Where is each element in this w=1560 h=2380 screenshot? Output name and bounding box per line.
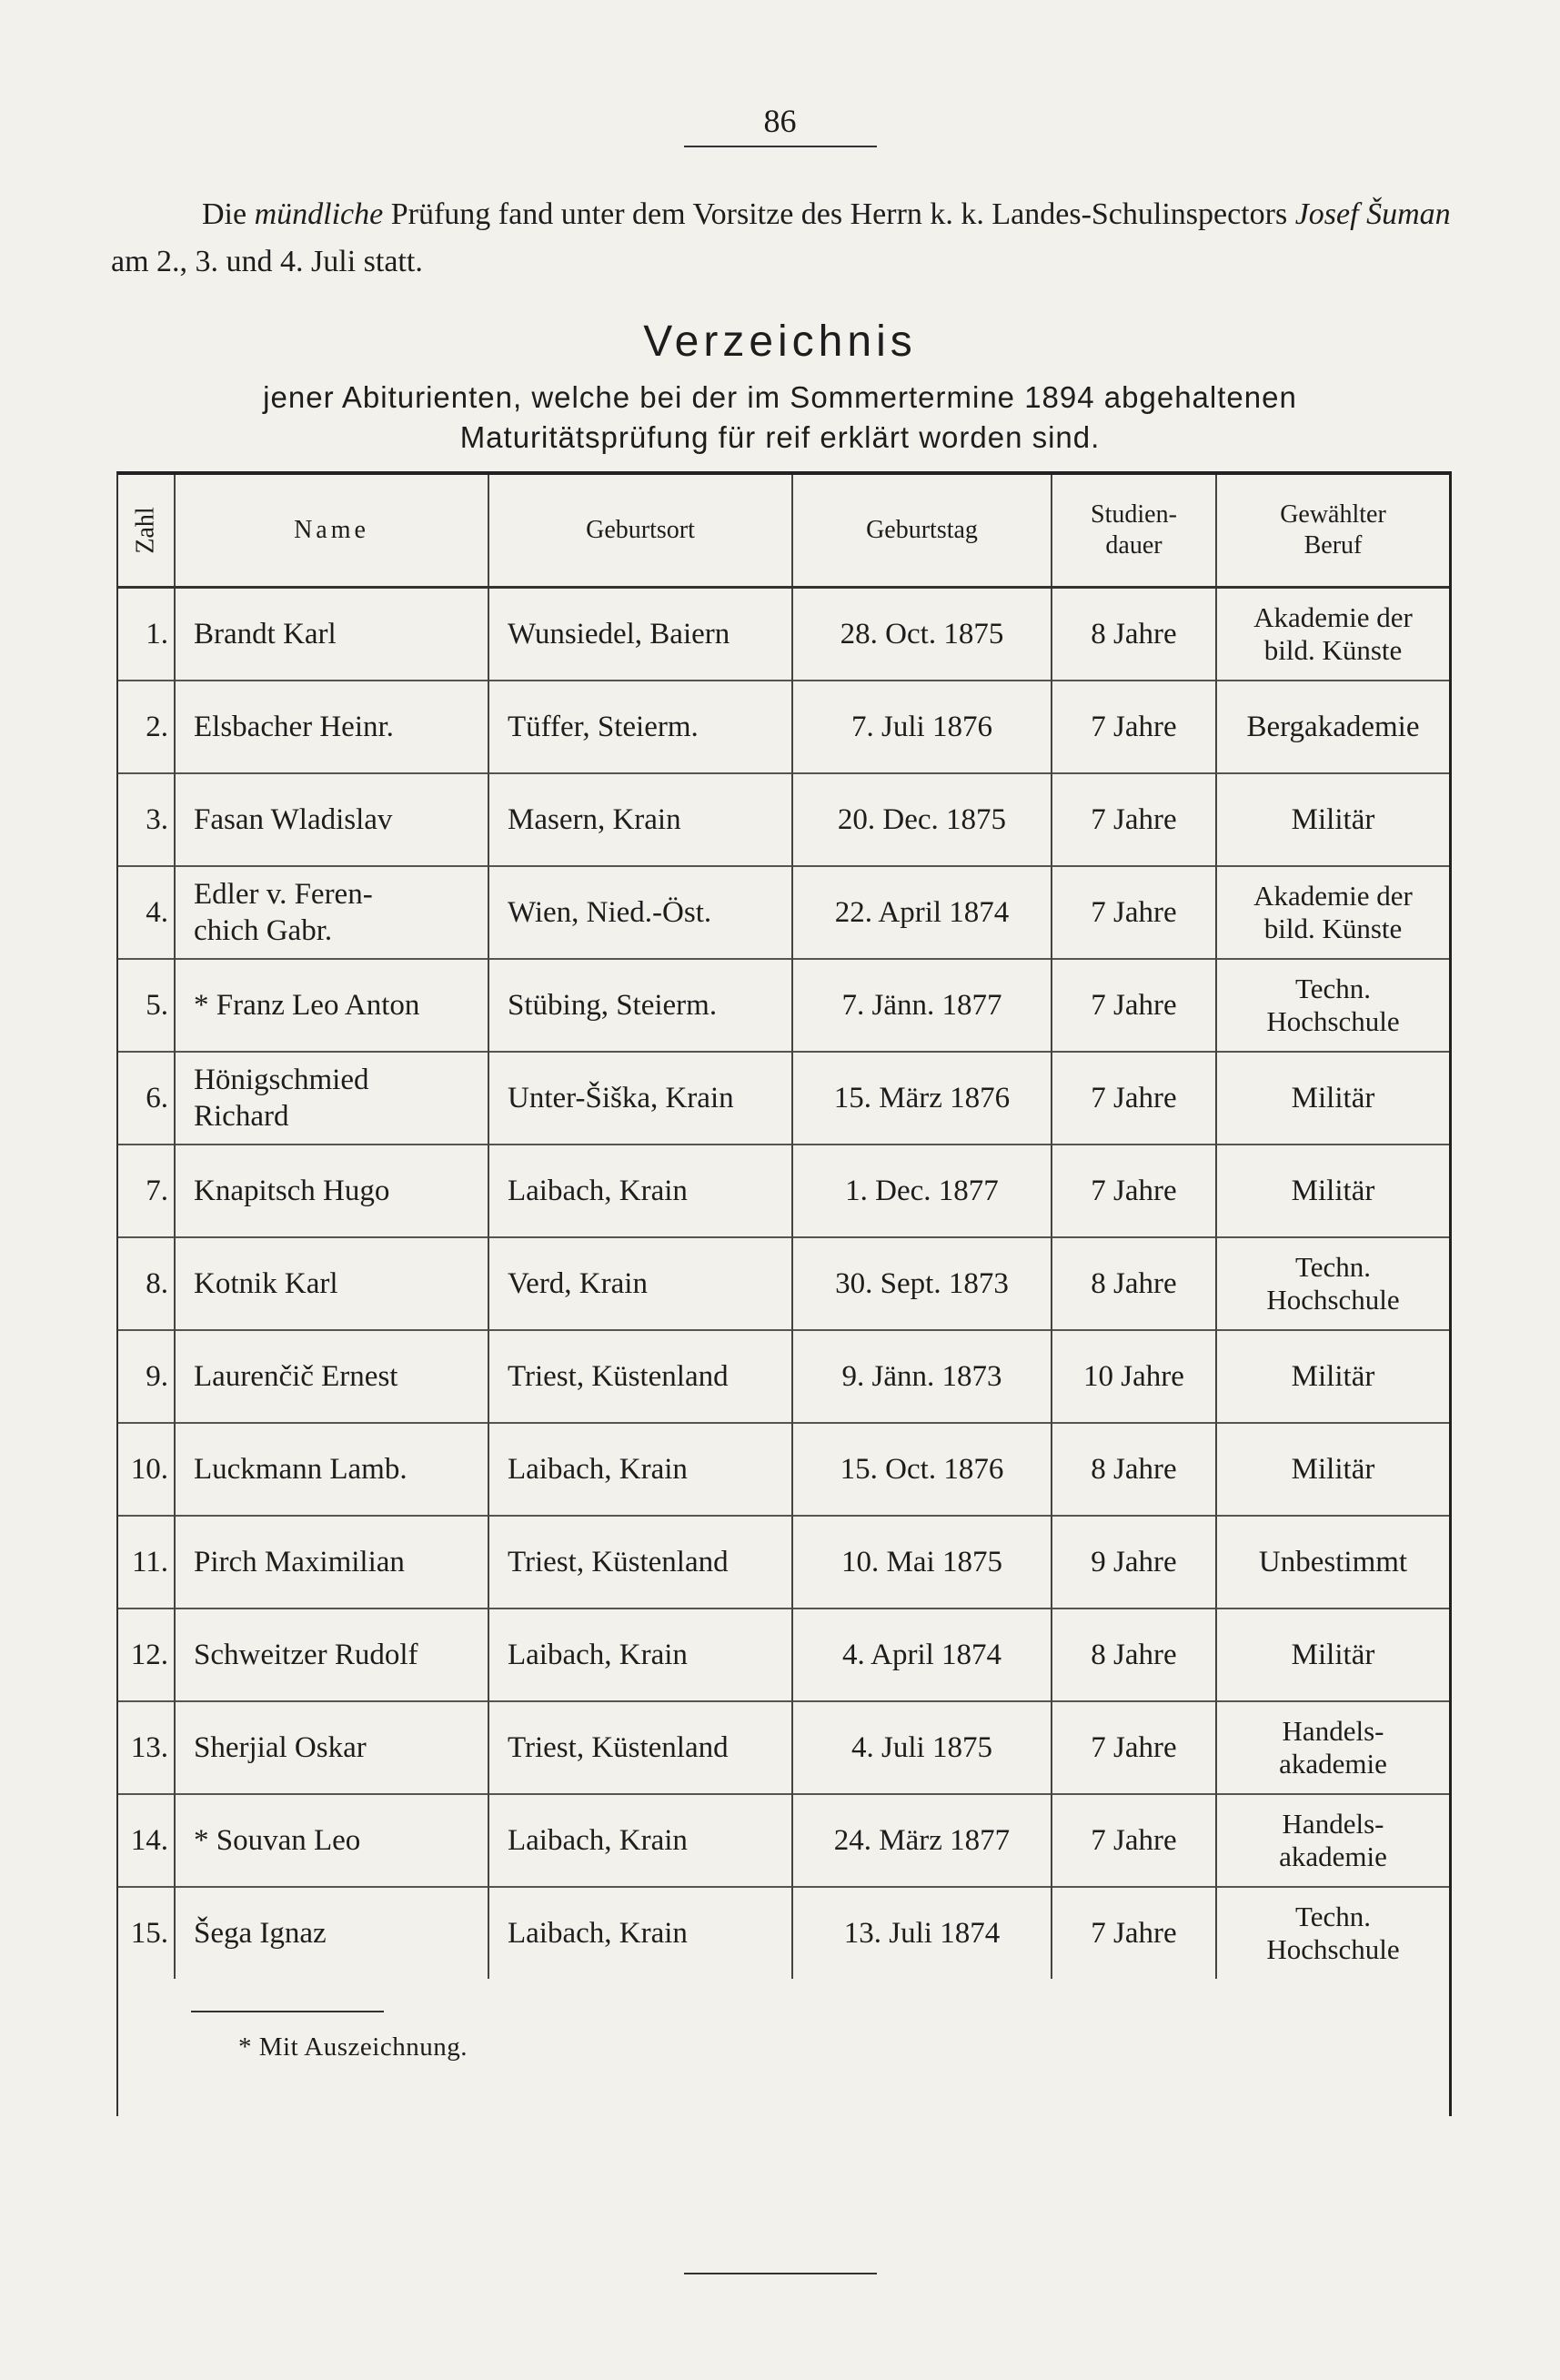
table-row [118, 1423, 1449, 1516]
intro-text-1: Die [202, 197, 255, 231]
intro-inspector: Josef Šuman [1294, 197, 1451, 231]
row-birthdate-line: 15. März 1876 [833, 1082, 1011, 1114]
intro-oral: mündliche [254, 197, 384, 231]
footnote-divider [191, 2011, 384, 2012]
row-birthdate [792, 1794, 1052, 1887]
row-birthdate [792, 588, 1052, 681]
row-birthdate [792, 1516, 1052, 1609]
row-profession-line: Militär [1291, 1175, 1375, 1207]
row-name-line: Kotnik Karl [194, 1267, 338, 1300]
row-name-line: Hönigschmied [194, 1064, 369, 1096]
row-profession [1216, 773, 1449, 866]
row-study-duration [1052, 1701, 1216, 1794]
row-number [118, 1794, 175, 1887]
row-birthplace [488, 773, 792, 866]
header-geburtstag: Geburtstag [792, 475, 1052, 588]
row-profession-line: Hochschule [1266, 1005, 1400, 1037]
row-birthdate [792, 1887, 1052, 1979]
row-name [175, 1794, 488, 1887]
row-number-line: 8. [146, 1267, 168, 1300]
intro-text-3: am 2., 3. und 4. Juli statt. [111, 245, 423, 278]
table-header-row [118, 475, 1449, 588]
row-number-line: 9. [146, 1360, 168, 1393]
row-number [118, 959, 175, 1052]
header-studiendauer: Studien- dauer [1052, 475, 1216, 588]
row-name-line: Laurenčič Ernest [194, 1360, 398, 1393]
row-birthplace [488, 588, 792, 681]
row-profession-line: bild. Künste [1263, 634, 1403, 666]
row-birthdate [792, 1609, 1052, 1701]
row-profession [1216, 681, 1449, 773]
header-name: Name [175, 475, 488, 588]
row-number-line: 12. [130, 1639, 168, 1671]
row-birthdate-line: 4. Juli 1875 [851, 1731, 992, 1764]
row-study-duration [1052, 1145, 1216, 1237]
row-profession [1216, 866, 1449, 959]
row-birthplace-line: Triest, Küstenland [508, 1546, 729, 1578]
row-birthplace [488, 1052, 792, 1145]
row-birthplace-line: Triest, Küstenland [508, 1731, 729, 1764]
table-row [118, 1887, 1449, 1979]
header-beruf: Gewählter Beruf [1216, 475, 1449, 588]
row-birthplace [488, 1887, 792, 1979]
row-birthplace-line: Laibach, Krain [508, 1453, 688, 1486]
row-profession-line: akademie [1279, 1748, 1387, 1780]
row-profession [1216, 1237, 1449, 1330]
row-birthdate [792, 866, 1052, 959]
row-name-line: Šega Ignaz [194, 1917, 327, 1950]
footnote: * Mit Auszeichnung. [238, 2032, 468, 2062]
row-birthplace [488, 1516, 792, 1609]
table-row [118, 1052, 1449, 1145]
row-profession-line: Akademie der [1253, 601, 1413, 633]
row-number [118, 1237, 175, 1330]
row-birthdate-line: 30. Sept. 1873 [835, 1267, 1009, 1300]
row-birthdate [792, 681, 1052, 773]
row-study-duration-line: 7 Jahre [1091, 896, 1177, 929]
row-birthdate-line: 9. Jänn. 1873 [841, 1360, 1002, 1393]
table-row [118, 1237, 1449, 1330]
row-profession [1216, 1701, 1449, 1794]
row-birthplace-line: Tüffer, Steierm. [508, 711, 699, 743]
row-study-duration-line: 8 Jahre [1091, 1453, 1177, 1486]
row-study-duration [1052, 773, 1216, 866]
row-profession-line: Militär [1291, 1453, 1375, 1486]
row-name [175, 1609, 488, 1701]
row-birthplace-line: Wien, Nied.-Öst. [508, 896, 712, 929]
row-birthdate [792, 1052, 1052, 1145]
page-subtitle [0, 378, 1560, 458]
row-profession-line: Handels- [1282, 1715, 1384, 1747]
row-study-duration [1052, 681, 1216, 773]
row-profession [1216, 1330, 1449, 1423]
row-number-line: 4. [146, 896, 168, 929]
row-birthplace-line: Masern, Krain [508, 803, 681, 836]
row-profession [1216, 959, 1449, 1052]
row-birthdate [792, 1330, 1052, 1423]
row-profession-line: Techn. [1294, 1251, 1372, 1283]
row-birthdate [792, 1145, 1052, 1237]
row-birthplace [488, 1145, 792, 1237]
row-birthplace [488, 1609, 792, 1701]
row-birthplace [488, 959, 792, 1052]
row-number [118, 1516, 175, 1609]
row-birthplace [488, 681, 792, 773]
row-number-line: 10. [130, 1453, 168, 1486]
row-name [175, 866, 488, 959]
row-birthdate [792, 1701, 1052, 1794]
row-number [118, 1701, 175, 1794]
row-name-line: Schweitzer Rudolf [194, 1639, 418, 1671]
row-study-duration [1052, 1237, 1216, 1330]
row-profession-line: Techn. [1294, 973, 1372, 1004]
row-birthplace [488, 866, 792, 959]
row-profession-line: Militär [1291, 1360, 1375, 1393]
row-number-line: 11. [131, 1546, 168, 1578]
table-row [118, 588, 1449, 681]
row-profession-line: Hochschule [1266, 1933, 1400, 1965]
table-row [118, 1145, 1449, 1237]
row-name [175, 681, 488, 773]
intro-paragraph [111, 191, 1464, 286]
table-row [118, 959, 1449, 1052]
header-zahl: Zahl [118, 475, 175, 588]
row-name-line: Sherjial Oskar [194, 1731, 367, 1764]
row-name [175, 1145, 488, 1237]
row-birthdate-line: 4. April 1874 [841, 1639, 1002, 1671]
row-number-line: 5. [146, 989, 168, 1022]
row-study-duration [1052, 1794, 1216, 1887]
row-name [175, 773, 488, 866]
row-birthplace [488, 1701, 792, 1794]
row-study-duration-line: 7 Jahre [1091, 711, 1177, 743]
row-name [175, 1887, 488, 1979]
row-name-line: Luckmann Lamb. [194, 1453, 408, 1486]
row-study-duration [1052, 1887, 1216, 1979]
intro-text-2: Prüfung fand unter dem Vorsitze des Herrn k. k. Landes-Schulinspectors [383, 197, 1295, 231]
subtitle-line-2: Maturitätsprüfung für reif erklärt worden sind. [459, 420, 1101, 454]
row-birthplace-line: Stübing, Steierm. [508, 989, 718, 1022]
row-profession-line: Militär [1291, 1639, 1375, 1671]
row-profession [1216, 1052, 1449, 1145]
table-row [118, 1516, 1449, 1609]
row-number [118, 1330, 175, 1423]
row-number [118, 588, 175, 681]
row-birthdate-line: 20. Dec. 1875 [837, 803, 1007, 836]
row-number-line: 3. [146, 803, 168, 836]
row-birthdate-line: 13. Juli 1874 [843, 1917, 1001, 1950]
row-study-duration-line: 8 Jahre [1091, 618, 1177, 650]
table-row [118, 773, 1449, 866]
row-birthdate-line: 22. April 1874 [834, 896, 1010, 929]
row-name-line: * Franz Leo Anton [194, 989, 420, 1022]
row-profession [1216, 1794, 1449, 1887]
graduates-table [116, 471, 1452, 2116]
table-row [118, 1794, 1449, 1887]
row-number [118, 1423, 175, 1516]
row-profession-line: Hochschule [1266, 1284, 1400, 1316]
row-birthdate-line: 7. Juli 1876 [851, 711, 992, 743]
top-divider [684, 146, 877, 147]
row-study-duration-line: 7 Jahre [1091, 1824, 1177, 1857]
row-profession-line: Militär [1291, 803, 1375, 836]
row-birthplace-line: Laibach, Krain [508, 1824, 688, 1857]
row-name [175, 1052, 488, 1145]
table-row [118, 1701, 1449, 1794]
row-birthdate-line: 28. Oct. 1875 [840, 618, 1004, 650]
row-number [118, 681, 175, 773]
row-name-line: Elsbacher Heinr. [194, 711, 394, 743]
row-profession [1216, 1145, 1449, 1237]
header-geburtsort: Geburtsort [488, 475, 792, 588]
row-number-line: 6. [146, 1082, 168, 1114]
row-birthdate-line: 24. März 1877 [833, 1824, 1011, 1857]
row-study-duration [1052, 866, 1216, 959]
row-name-line: Pirch Maximilian [194, 1546, 405, 1578]
row-name [175, 1330, 488, 1423]
row-name-line: Fasan Wladislav [194, 803, 393, 836]
row-number [118, 1887, 175, 1979]
row-profession-line: bild. Künste [1263, 913, 1403, 944]
row-birthdate-line: 15. Oct. 1876 [840, 1453, 1004, 1486]
row-birthplace-line: Laibach, Krain [508, 1639, 688, 1671]
page-number: 86 [763, 103, 797, 139]
table-row [118, 1330, 1449, 1423]
row-birthplace [488, 1237, 792, 1330]
row-profession [1216, 1423, 1449, 1516]
row-name [175, 588, 488, 681]
row-number-line: 14. [130, 1824, 168, 1857]
row-birthdate-line: 10. Mai 1875 [841, 1546, 1002, 1578]
row-study-duration [1052, 1330, 1216, 1423]
row-study-duration-line: 7 Jahre [1091, 1082, 1177, 1114]
row-number [118, 1052, 175, 1145]
row-profession [1216, 1516, 1449, 1609]
row-study-duration-line: 7 Jahre [1091, 1175, 1177, 1207]
row-birthdate-line: 1. Dec. 1877 [845, 1175, 999, 1207]
row-birthplace [488, 1423, 792, 1516]
row-profession-line: akademie [1279, 1840, 1387, 1872]
row-study-duration-line: 7 Jahre [1091, 1731, 1177, 1764]
row-birthplace [488, 1330, 792, 1423]
row-study-duration-line: 10 Jahre [1083, 1360, 1184, 1393]
row-study-duration-line: 8 Jahre [1091, 1267, 1177, 1300]
table-row [118, 866, 1449, 959]
row-birthplace [488, 1794, 792, 1887]
row-name-line: Edler v. Feren- [194, 878, 373, 911]
subtitle-line-1: jener Abiturienten, welche bei der im Sommertermine 1894 abgehaltenen [263, 380, 1297, 414]
row-study-duration-line: 7 Jahre [1091, 1917, 1177, 1950]
row-number [118, 866, 175, 959]
row-number [118, 1145, 175, 1237]
row-name [175, 1701, 488, 1794]
row-profession-line: Bergakademie [1246, 711, 1420, 743]
row-birthdate-line: 7. Jänn. 1877 [841, 989, 1002, 1022]
row-study-duration [1052, 959, 1216, 1052]
row-name-line: Richard [194, 1100, 289, 1133]
row-profession-line: Militär [1291, 1082, 1375, 1114]
row-name-line: chich Gabr. [194, 914, 333, 947]
row-study-duration-line: 7 Jahre [1091, 803, 1177, 836]
row-birthplace-line: Laibach, Krain [508, 1175, 688, 1207]
row-number-line: 2. [146, 711, 168, 743]
row-study-duration [1052, 1052, 1216, 1145]
page-title: Verzeichnis [643, 318, 917, 366]
row-name-line: Knapitsch Hugo [194, 1175, 390, 1207]
row-profession-line: Techn. [1294, 1901, 1372, 1932]
row-name [175, 959, 488, 1052]
row-profession [1216, 1887, 1449, 1979]
table-row [118, 681, 1449, 773]
row-study-duration [1052, 1516, 1216, 1609]
row-birthplace-line: Wunsiedel, Baiern [508, 618, 730, 650]
row-birthplace-line: Triest, Küstenland [508, 1360, 729, 1393]
row-profession [1216, 588, 1449, 681]
row-birthdate [792, 1423, 1052, 1516]
row-number-line: 7. [146, 1175, 168, 1207]
row-birthplace-line: Verd, Krain [508, 1267, 648, 1300]
row-study-duration-line: 8 Jahre [1091, 1639, 1177, 1671]
row-profession-line: Unbestimmt [1258, 1546, 1408, 1578]
row-profession-line: Handels- [1282, 1808, 1384, 1840]
row-number [118, 1609, 175, 1701]
row-name [175, 1516, 488, 1609]
row-birthplace-line: Laibach, Krain [508, 1917, 688, 1950]
row-study-duration [1052, 1609, 1216, 1701]
table-row [118, 1609, 1449, 1701]
row-profession [1216, 1609, 1449, 1701]
row-number-line: 13. [130, 1731, 168, 1764]
row-birthdate [792, 959, 1052, 1052]
row-birthdate [792, 773, 1052, 866]
row-number-line: 1. [146, 618, 168, 650]
row-study-duration-line: 9 Jahre [1091, 1546, 1177, 1578]
row-birthplace-line: Unter-Šiška, Krain [508, 1082, 734, 1114]
bottom-divider [684, 2273, 877, 2274]
row-study-duration [1052, 588, 1216, 681]
row-name [175, 1423, 488, 1516]
row-name [175, 1237, 488, 1330]
row-name-line: Brandt Karl [194, 618, 337, 650]
row-number-line: 15. [130, 1917, 168, 1950]
row-birthdate [792, 1237, 1052, 1330]
row-profession-line: Akademie der [1253, 880, 1413, 912]
row-study-duration-line: 7 Jahre [1091, 989, 1177, 1022]
row-number [118, 773, 175, 866]
row-name-line: * Souvan Leo [194, 1824, 361, 1857]
row-study-duration [1052, 1423, 1216, 1516]
